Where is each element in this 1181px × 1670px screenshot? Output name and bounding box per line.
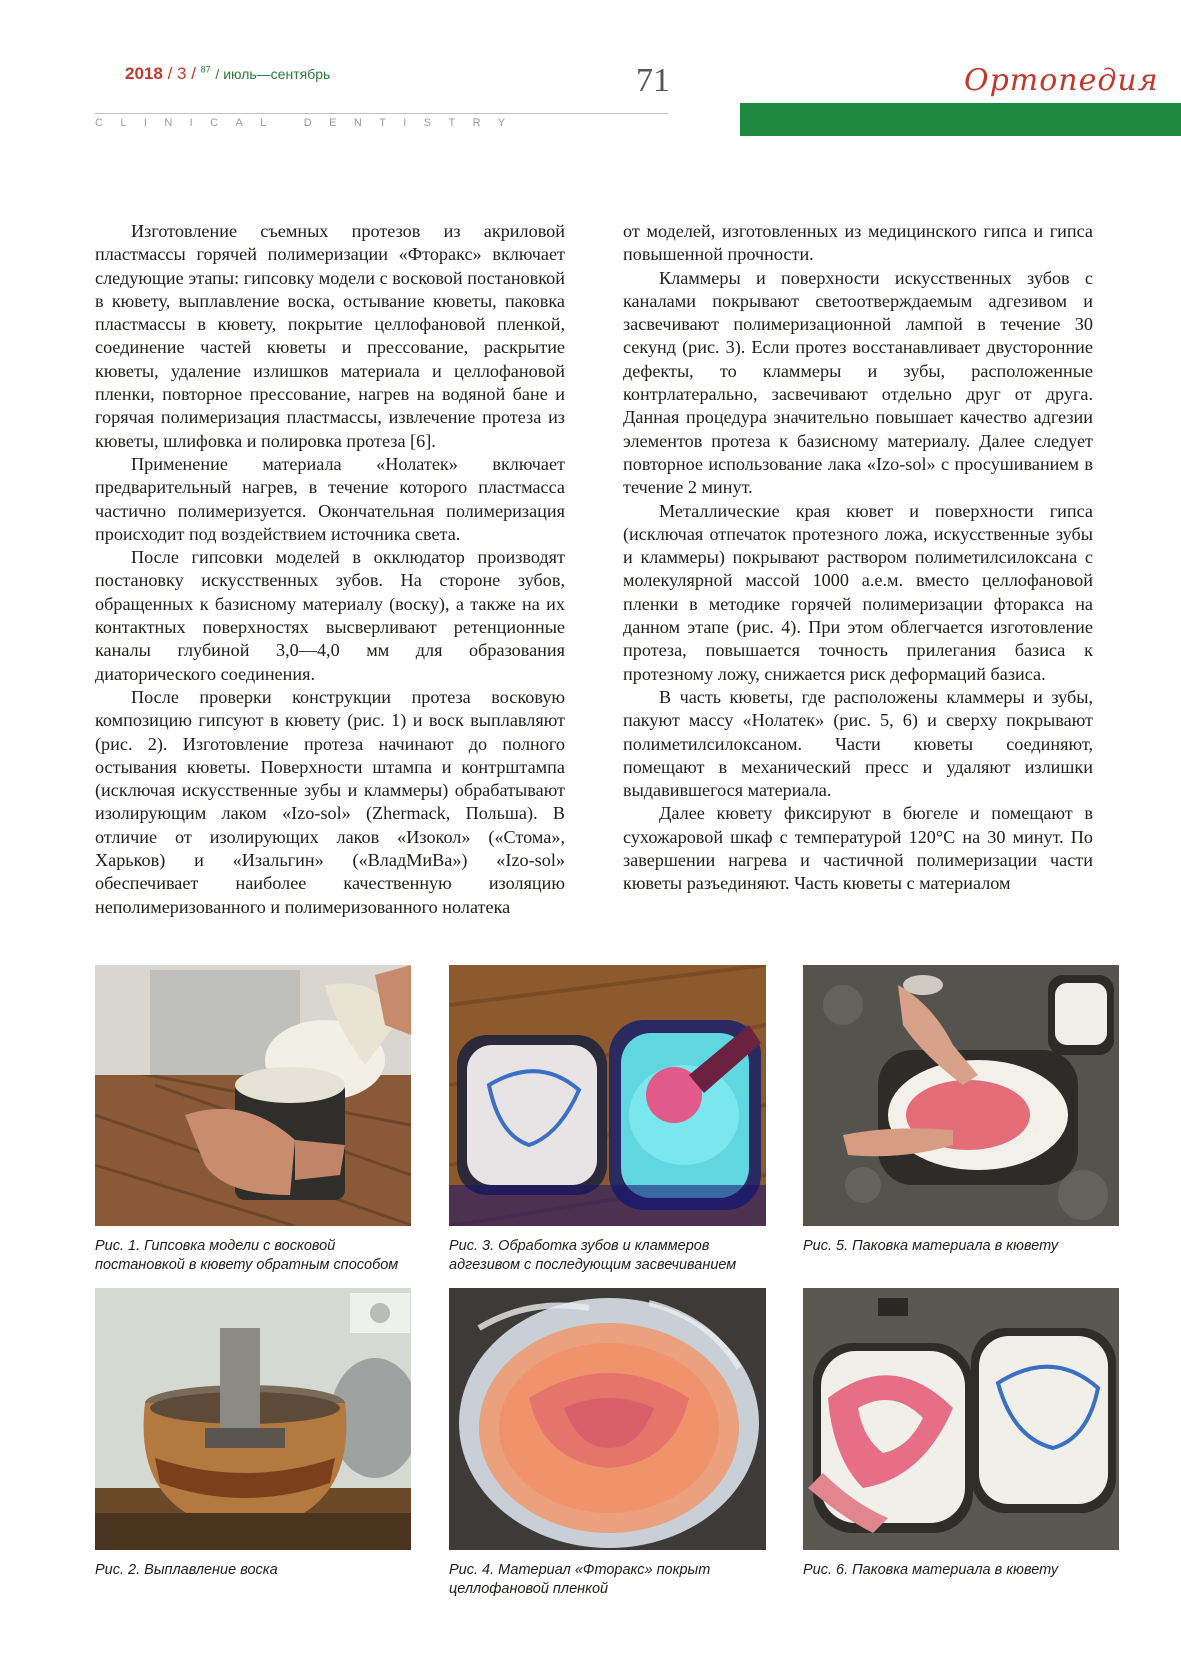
section-title: Ортопедия <box>964 63 1159 98</box>
figure-1-photo <box>95 965 411 1226</box>
paragraph: После гипсовки моделей в окклюдатор производят постановку искусственных зубов. На стороне зубов, обращенных к базисному материалу (воску), а также на их контактных поверхностях высверливают ретенционные каналы глубиной 3,0—4,0 мм для образования диаторического соединения. <box>95 547 565 684</box>
header-divider <box>95 113 668 114</box>
figure-5-photo <box>803 965 1119 1226</box>
paragraph: Кламмеры и поверхности искусственных зубов с каналами покрывают светоотверждаемым адгезивом и засвечивают полимеризационной лампой в течение 30 секунд (рис. 3). Если протез восстанавливает двусторонние дефекты, то кламмеры и зубы, расположенные контрлатерально, засвечивают отдельно друг от друга. Данная процедура значительно повышает качество адгезии элементов протеза к базисному материалу. Далее следует повторное использование лака «Izo-sol» с просушиванием в течение 2 минут. <box>623 267 1093 498</box>
issue-total-number: 87 <box>200 64 211 75</box>
figure-2-caption: Рис. 2. Выплавление воска <box>95 1562 278 1578</box>
paragraph: Далее кювету фиксируют в бюгеле и помещают в сухожаровой шкаф с температурой 120°С на 30 минут. По завершении нагрева и частичной полимеризации части кюветы разъединяют. Часть кюветы с материалом <box>623 803 1093 894</box>
figure-6-photo <box>803 1288 1119 1550</box>
figure-2-photo <box>95 1288 411 1550</box>
figure-5-caption: Рис. 5. Паковка материала в кювету <box>803 1238 1059 1254</box>
right-column <box>623 220 1093 896</box>
figure-1-caption: Рис. 1. Гипсовка модели с восковой постановкой в кювету обратным способом <box>95 1238 399 1273</box>
issue-number: 3 <box>177 64 187 83</box>
figure-4-photo <box>449 1288 766 1550</box>
page-number: 71 <box>636 62 670 99</box>
issue-year: 2018 <box>125 64 163 83</box>
paragraph: В часть кюветы, где расположены кламмеры и зубы, пакуют массу «Нолатек» (рис. 5, 6) и сверху покрывают полиметилсилоксаном. Части кюветы соединяют, помещают в механический пресс и удаляют излишки выдавившегося материала. <box>623 686 1093 801</box>
figure-3-caption: Рис. 3. Обработка зубов и кламмеров адгезивом с последующим засвечиванием <box>449 1238 737 1273</box>
paragraph: Металлические края кювет и поверхности гипса (исключая отпечаток протезного ложа, искусственные зубы и кламмеры) покрывают раствором полиметилсилоксана с молекулярной массой 1000 а.е.м. вместо целлофановой пленки в методике горячей полимеризации фторакса на данном этапе (рис. 4). При этом облегчается изготовление протеза, повышается точность прилегания базиса к протезному ложу, снижается риск деформаций базиса. <box>623 500 1093 684</box>
paragraph: После проверки конструкции протеза восковую композицию гипсуют в кювету (рис. 1) и воск выплавляют (рис. 2). Изготовление протеза начинают до полного остывания кюветы. Поверхности штампа и контрштампа (исключая искусственные зубы и кламмеры) обрабатывают изолирующим лаком «Izo-sol» (Zhermack, Польша). В отличие от изолирующих лаков «Изокол» («Стома», Харьков) и «Изальгин» («ВладМиВа») «Izo-sol» обеспечивает наиболее качественную изоляцию неполимеризованного и полимеризованного нолатека <box>95 686 565 917</box>
journal-name: CLINICAL DENTISTRY <box>95 117 523 129</box>
issue-info: 2018 / 3 / $^{87}$ / июль—сентябрь <box>125 64 331 83</box>
figure-4-caption: Рис. 4. Материал «Фторакс» покрыт целлофановой пленкой <box>449 1562 711 1597</box>
paragraph-continued: от моделей, изготовленных из медицинского гипса и гипса повышенной прочности. <box>623 221 1093 265</box>
issue-months: июль—сентябрь <box>223 66 331 82</box>
paragraph: Применение материала «Нолатек» включает предварительный нагрев, в течение которого пластмасса частично полимеризуется. Окончательная полимеризация происходит под воздействием источника света. <box>95 453 565 544</box>
paragraph: Изготовление съемных протезов из акриловой пластмассы горячей полимеризации «Фторакс» включает следующие этапы: гипсовку модели с восковой постановкой в кювету, выплавление воска, остывание кюветы, паковка пластмассы в кювету, покрытие целлофановой пленкой, соединение частей кюветы и прессование, раскрытие кюветы, удаление излишков материала и целлофановой пленки, повторное прессование, нагрев на водяной бане и горячая полимеризация пластмассы, извлечение протеза из кюветы, шлифовка и полировка протеза [6]. <box>95 221 565 451</box>
section-color-bar <box>740 103 1181 136</box>
left-column <box>95 220 565 919</box>
figure-3-photo <box>449 965 766 1226</box>
figure-6-caption: Рис. 6. Паковка материала в кювету <box>803 1562 1059 1578</box>
